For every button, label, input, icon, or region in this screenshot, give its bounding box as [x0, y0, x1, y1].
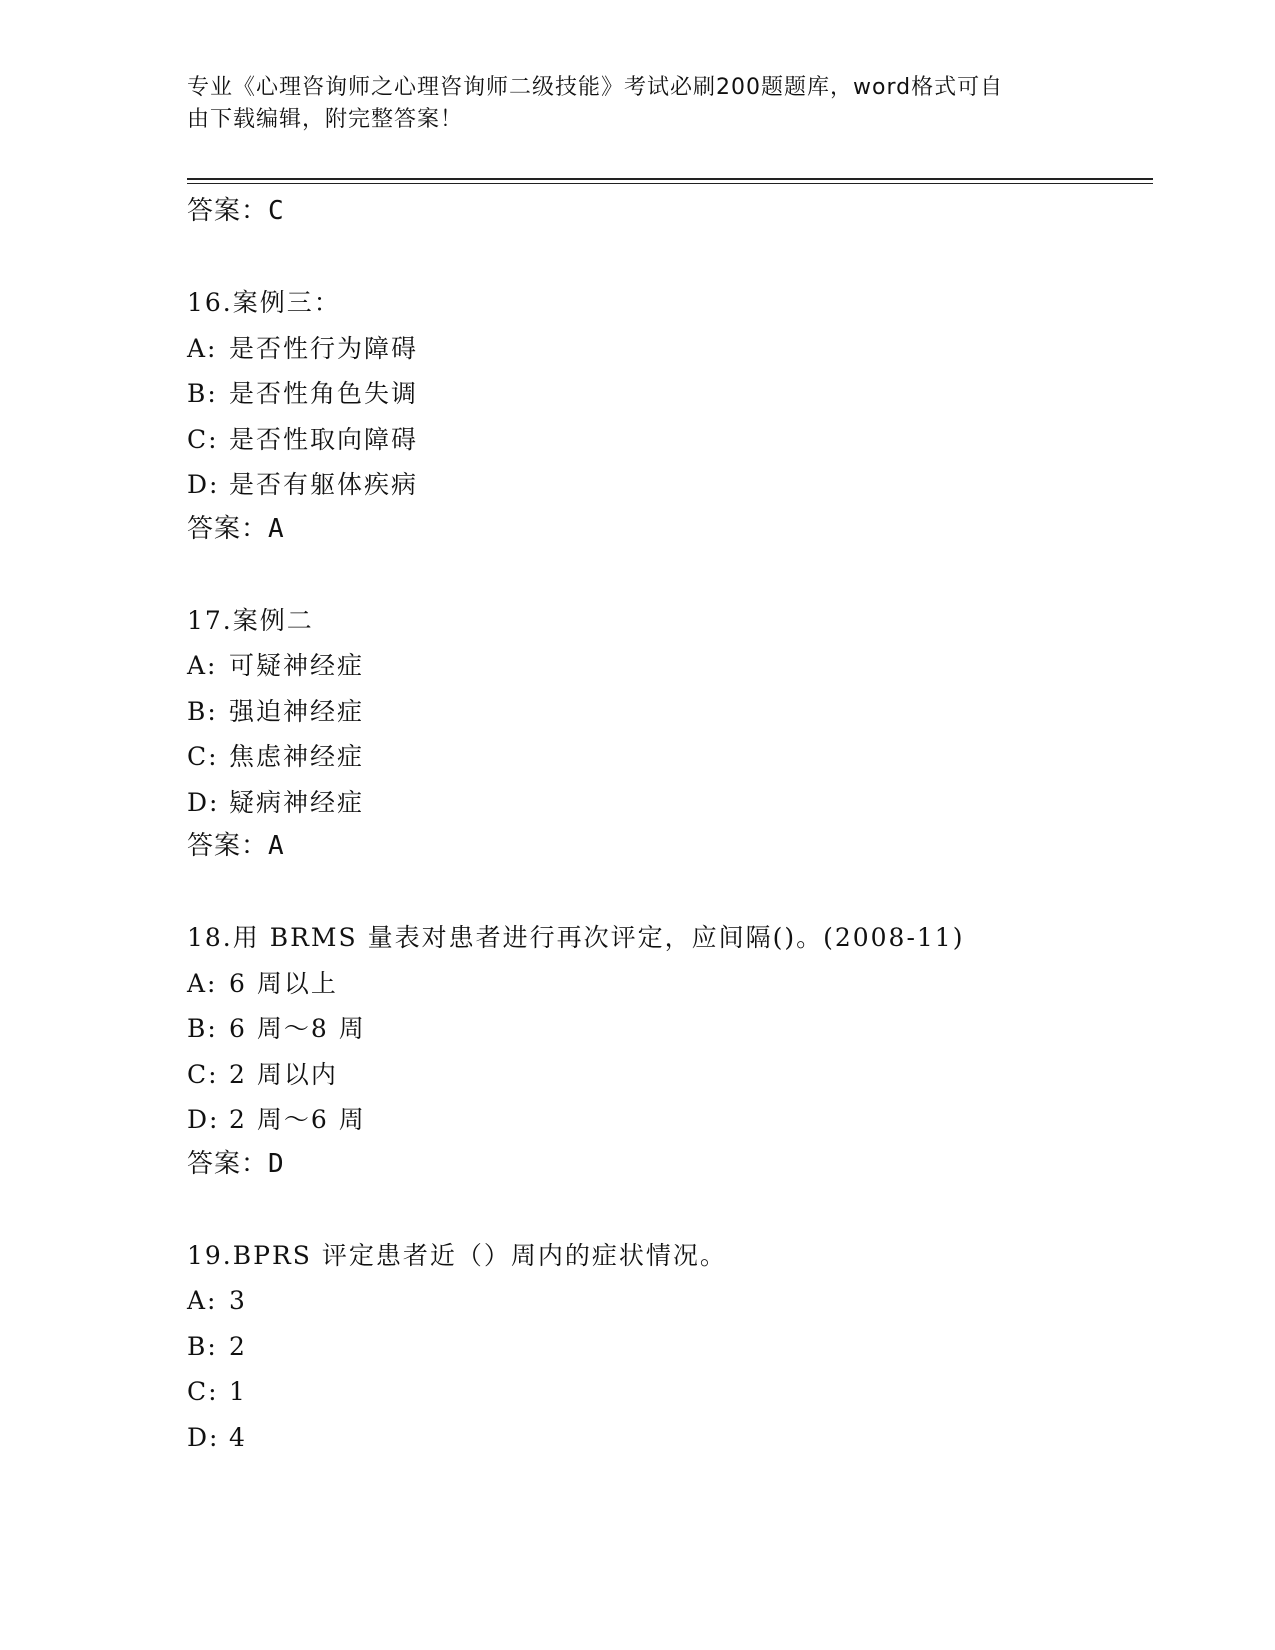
answer-value: A: [268, 513, 285, 544]
option-letter: B:: [187, 1014, 218, 1043]
option-c: [187, 417, 1153, 463]
option-text: 焦虑神经症: [229, 742, 365, 771]
option-c: [187, 1052, 1153, 1098]
answer-label: 答案：: [187, 196, 269, 226]
option-text: 是否性角色失调: [229, 379, 419, 408]
option-text: 2: [229, 1331, 247, 1361]
option-letter: B:: [187, 696, 218, 726]
spacer: [187, 550, 1153, 598]
header-divider-thick: [187, 178, 1153, 180]
option-text: 强迫神经症: [229, 696, 365, 726]
spacer: [187, 1185, 1153, 1233]
question-block: [187, 1233, 1153, 1461]
option-text: 1: [229, 1377, 247, 1406]
option-text: 6 周以上: [229, 968, 338, 998]
question-block: [187, 280, 1153, 550]
option-d: [187, 1097, 1153, 1143]
answer-value: C: [268, 196, 285, 226]
option-d: [187, 1415, 1153, 1461]
option-a: [187, 643, 1153, 689]
option-c: [187, 734, 1153, 780]
option-text: 是否有躯体疾病: [229, 470, 419, 499]
answer-label: 答案：: [187, 831, 269, 861]
option-text: 3: [229, 1286, 247, 1315]
option-d: [187, 462, 1153, 508]
option-letter: D:: [187, 787, 220, 817]
option-text: 是否性取向障碍: [229, 424, 419, 454]
option-letter: C:: [187, 424, 219, 454]
question-block: [187, 915, 1153, 1185]
option-letter: B:: [187, 1331, 218, 1361]
option-letter: D:: [187, 1105, 220, 1134]
option-text: 可疑神经症: [229, 651, 365, 680]
option-letter: A:: [187, 968, 218, 998]
option-letter: A:: [187, 651, 218, 680]
spacer: [187, 232, 1153, 280]
answer-value: D: [268, 1148, 285, 1179]
spacer: [187, 867, 1153, 915]
answer-label: 答案：: [187, 513, 269, 544]
answer-line: [187, 1143, 1153, 1185]
option-letter: A:: [187, 1286, 218, 1315]
answer-value: A: [268, 831, 285, 861]
option-text: 2 周以内: [229, 1059, 338, 1089]
header-divider-thin: [187, 183, 1153, 184]
option-text: 是否性行为障碍: [229, 333, 419, 363]
option-text: 疑病神经症: [229, 787, 365, 817]
option-letter: D:: [187, 1422, 220, 1452]
option-b: [187, 1324, 1153, 1370]
question-text: 19.BPRS 评定患者近（）周内的症状情况。: [187, 1240, 727, 1270]
option-text: 4: [229, 1422, 247, 1452]
option-a: [187, 326, 1153, 372]
option-d: [187, 780, 1153, 826]
option-c: [187, 1369, 1153, 1415]
question-text: 18.用 BRMS 量表对患者进行再次评定，应间隔()。(2008-11): [187, 923, 965, 952]
option-b: [187, 371, 1153, 417]
answer-line: [187, 508, 1153, 550]
option-a: [187, 961, 1153, 1007]
option-letter: C:: [187, 1059, 219, 1089]
option-text: 6 周～8 周: [229, 1014, 366, 1043]
document-header: [187, 72, 1067, 136]
question-text: 17.案例二: [187, 605, 314, 635]
option-b: [187, 1006, 1153, 1052]
answer-label: 答案：: [187, 1148, 269, 1179]
header-line-1: 专业《心理咨询师之心理咨询师二级技能》考试必刷200题题库，word格式可自: [187, 75, 1004, 100]
option-letter: B:: [187, 379, 218, 408]
answer-line: [187, 190, 1153, 232]
question-block: [187, 598, 1153, 868]
header-line-2: 由下载编辑，附完整答案！: [187, 107, 464, 132]
option-letter: C:: [187, 1377, 219, 1406]
question-text: 16.案例三：: [187, 288, 341, 317]
option-text: 2 周～6 周: [229, 1105, 366, 1134]
option-letter: C:: [187, 742, 219, 771]
option-letter: A:: [187, 333, 218, 363]
option-letter: D:: [187, 470, 220, 499]
answer-line: [187, 825, 1153, 867]
question-list: [187, 190, 1153, 1460]
option-b: [187, 689, 1153, 735]
option-a: [187, 1278, 1153, 1324]
